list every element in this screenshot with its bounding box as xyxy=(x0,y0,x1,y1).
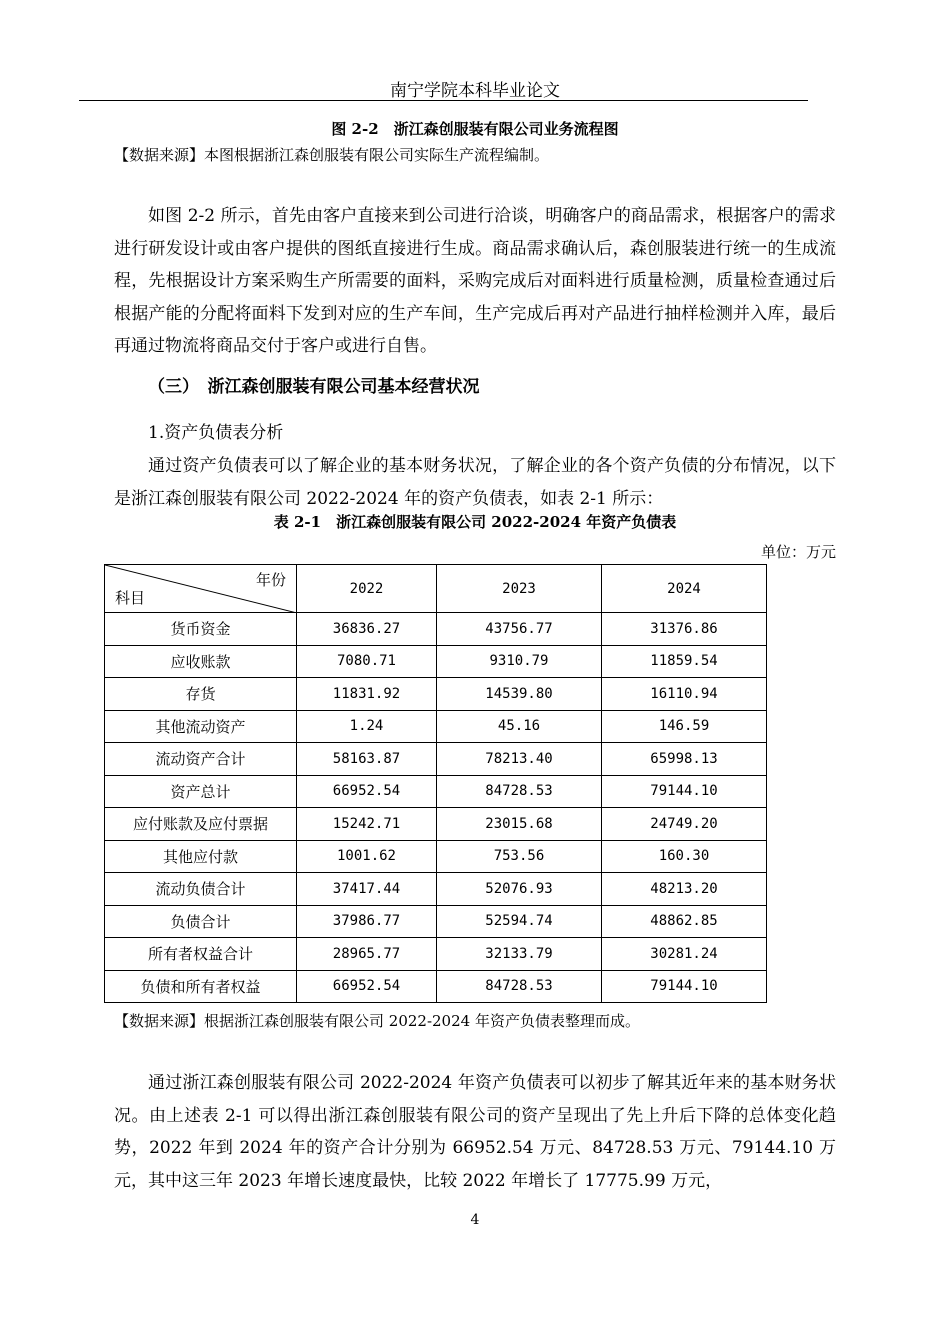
table-row xyxy=(105,613,767,646)
figure-caption: 图 2-2 浙江森创服装有限公司业务流程图 xyxy=(331,120,619,138)
cell-value: 15242.71 xyxy=(297,808,437,841)
corner-label-year: 年份 xyxy=(255,571,286,589)
subsection-title: 1.资产负债表分析 xyxy=(148,423,284,443)
row-label: 应付账款及应付票据 xyxy=(105,808,297,841)
cell-value: 160.30 xyxy=(602,840,767,873)
table-row xyxy=(105,840,767,873)
row-label: 其他流动资产 xyxy=(105,710,297,743)
row-label: 存货 xyxy=(105,678,297,711)
cell-value: 37986.77 xyxy=(297,905,437,938)
table-corner-cell xyxy=(105,565,297,613)
cell-value: 79144.10 xyxy=(602,775,767,808)
cell-value: 11859.54 xyxy=(602,645,767,678)
cell-value: 1001.62 xyxy=(297,840,437,873)
balance-sheet-table xyxy=(104,564,767,1003)
cell-value: 146.59 xyxy=(602,710,767,743)
paragraph-text: 通过浙江森创服装有限公司 2022-2024 年资产负债表可以初步了解其近年来的基本财务状况。由上述表 2-1 可以得出浙江森创服装有限公司的资产呈现出了先上升后下降的总体变化趋势，2022 年到 2024 年的资产合计分别为 66952.54 万元、84728.53 万元、79144.10 万元，其中这三年 2023 年增长速度最快，比较 2022 年增长了 17775.99 万元， xyxy=(114,1073,836,1191)
year-header: 2023 xyxy=(437,565,602,613)
section-title: （三） 浙江森创服装有限公司基本经营状况 xyxy=(148,377,480,397)
cell-value: 753.56 xyxy=(437,840,602,873)
cell-value: 48862.85 xyxy=(602,905,767,938)
cell-value: 36836.27 xyxy=(297,613,437,646)
corner-label-item: 科目 xyxy=(115,589,146,607)
table-row xyxy=(105,970,767,1003)
table-row xyxy=(105,710,767,743)
row-label: 货币资金 xyxy=(105,613,297,646)
cell-value: 79144.10 xyxy=(602,970,767,1003)
year-header: 2024 xyxy=(602,565,767,613)
cell-value: 24749.20 xyxy=(602,808,767,841)
table-row xyxy=(105,873,767,906)
cell-value: 7080.71 xyxy=(297,645,437,678)
table-row xyxy=(105,678,767,711)
figure-source: 【数据来源】本图根据浙江森创服装有限公司实际生产流程编制。 xyxy=(114,146,550,164)
row-label: 所有者权益合计 xyxy=(105,938,297,971)
cell-value: 30281.24 xyxy=(602,938,767,971)
cell-value: 32133.79 xyxy=(437,938,602,971)
header-rule xyxy=(79,100,808,101)
row-label: 负债合计 xyxy=(105,905,297,938)
table-row xyxy=(105,645,767,678)
cell-value: 45.16 xyxy=(437,710,602,743)
paragraph-balance-intro xyxy=(114,450,836,515)
table-row xyxy=(105,808,767,841)
table-caption: 表 2-1 浙江森创服装有限公司 2022-2024 年资产负债表 xyxy=(273,513,677,531)
table-source: 【数据来源】根据浙江森创服装有限公司 2022-2024 年资产负债表整理而成。 xyxy=(114,1012,640,1030)
row-label: 其他应付款 xyxy=(105,840,297,873)
row-label: 负债和所有者权益 xyxy=(105,970,297,1003)
cell-value: 11831.92 xyxy=(297,678,437,711)
row-label: 应收账款 xyxy=(105,645,297,678)
page-header: 南宁学院本科毕业论文 xyxy=(390,81,560,101)
table-row xyxy=(105,938,767,971)
cell-value: 16110.94 xyxy=(602,678,767,711)
cell-value: 84728.53 xyxy=(437,970,602,1003)
table-row xyxy=(105,905,767,938)
cell-value: 52076.93 xyxy=(437,873,602,906)
cell-value: 31376.86 xyxy=(602,613,767,646)
table-row xyxy=(105,775,767,808)
cell-value: 28965.77 xyxy=(297,938,437,971)
cell-value: 9310.79 xyxy=(437,645,602,678)
paragraph-flow-description xyxy=(114,200,836,363)
cell-value: 52594.74 xyxy=(437,905,602,938)
cell-value: 48213.20 xyxy=(602,873,767,906)
row-label: 资产总计 xyxy=(105,775,297,808)
cell-value: 58163.87 xyxy=(297,743,437,776)
row-label: 流动资产合计 xyxy=(105,743,297,776)
cell-value: 14539.80 xyxy=(437,678,602,711)
table-row xyxy=(105,743,767,776)
paragraph-text: 通过资产负债表可以了解企业的基本财务状况，了解企业的各个资产负债的分布情况，以下是浙江森创服装有限公司 2022-2024 年的资产负债表，如表 2-1 所示： xyxy=(114,456,836,509)
cell-value: 65998.13 xyxy=(602,743,767,776)
cell-value: 84728.53 xyxy=(437,775,602,808)
cell-value: 66952.54 xyxy=(297,970,437,1003)
cell-value: 23015.68 xyxy=(437,808,602,841)
cell-value: 1.24 xyxy=(297,710,437,743)
page-number: 4 xyxy=(470,1212,480,1228)
table-body xyxy=(105,613,767,1003)
year-header: 2022 xyxy=(297,565,437,613)
cell-value: 37417.44 xyxy=(297,873,437,906)
paragraph-text: 如图 2-2 所示，首先由客户直接来到公司进行洽谈，明确客户的商品需求，根据客户的需求进行研发设计或由客户提供的图纸直接进行生成。商品需求确认后，森创服装进行统一的生成流程，先根据设计方案采购生产所需要的面料，采购完成后对面料进行质量检测，质量检查通过后根据产能的分配将面料下发到对应的生产车间，生产完成后再对产品进行抽样检测并入库，最后再通过物流将商品交付于客户或进行自售。 xyxy=(114,206,836,356)
paragraph-analysis xyxy=(114,1067,836,1197)
cell-value: 78213.40 xyxy=(437,743,602,776)
cell-value: 43756.77 xyxy=(437,613,602,646)
cell-value: 66952.54 xyxy=(297,775,437,808)
row-label: 流动负债合计 xyxy=(105,873,297,906)
table-header-row xyxy=(105,565,767,613)
table-unit: 单位：万元 xyxy=(760,543,836,561)
